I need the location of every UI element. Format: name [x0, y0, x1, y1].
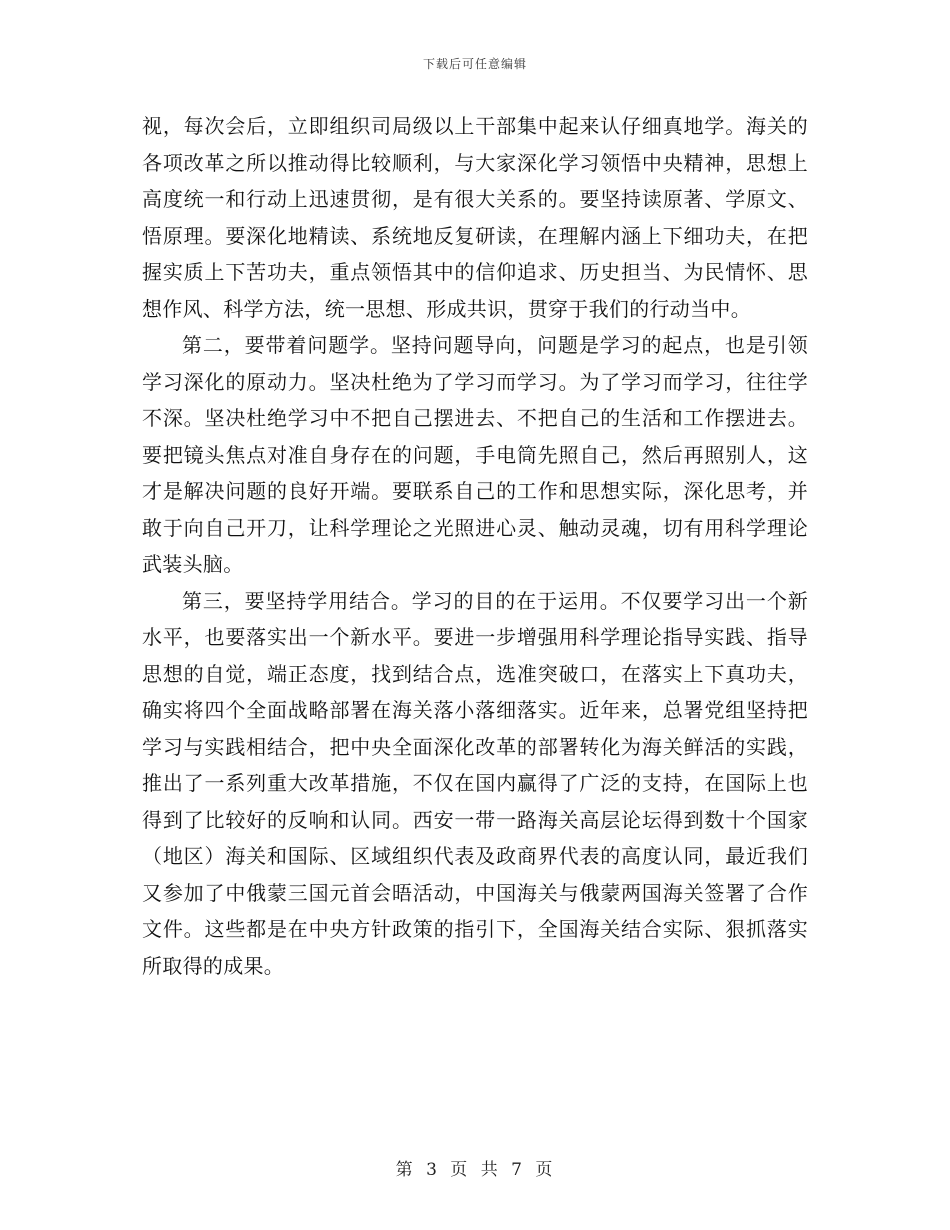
paragraph-continuation: 视，每次会后，立即组织司局级以上干部集中起来认仔细真地学。海关的各项改革之所以推动得比较顺利，与大家深化学习领悟中央精神，思想上高度统一和行动上迅速贯彻，是有很大关系的。要坚持读原著、学原文、悟原理。要深化地精读、系统地反复研读，在理解内涵上下细功夫，在把握实质上下苦功夫，重点领悟其中的信仰追求、历史担当、为民情怀、思想作风、科学方法，统一思想、形成共识，贯穿于我们的行动当中。 [142, 114, 808, 321]
document-body [142, 108, 808, 984]
paragraph-second-point: 第二，要带着问题学。坚持问题导向，问题是学习的起点，也是引领学习深化的原动力。坚决杜绝为了学习而学习。为了学习而学习，往往学不深。坚决杜绝学习中不把自己摆进去、不把自己的生活和工作摆进去。要把镜头焦点对准自身存在的问题，手电筒先照自己，然后再照别人，这才是解决问题的良好开端。要联系自己的工作和思想实际，深化思考，并敢于向自己开刀，让科学理论之光照进心灵、触动灵魂，切有用科学理论武装头脑。 [142, 333, 808, 576]
page-number-footer: 第 3 页 共 7 页 [395, 1160, 555, 1180]
page-header: 下载后可任意编辑 [422, 57, 527, 71]
paragraph-third-point: 第三，要坚持学用结合。学习的目的在于运用。不仅要学习出一个新水平，也要落实出一个新水平。要进一步增强用科学理论指导实践、指导思想的自觉，端正态度，找到结合点，选准突破口，在落实上下真功夫，确实将四个全面战略部署在海关落小落细落实。近年来，总署党组坚持把学习与实践相结合，把中央全面深化改革的部署转化为海关鲜活的实践，推出了一系列重大改革措施，不仅在国内赢得了广泛的支持，在国际上也得到了比较好的反响和认同。西安一带一路海关高层论坛得到数十个国家（地区）海关和国际、区域组织代表及政商界代表的高度认同，最近我们又参加了中俄蒙三国元首会晤活动，中国海关与俄蒙两国海关签署了合作文件。这些都是在中央方针政策的指引下，全国海关结合实际、狠抓落实所取得的成果。 [142, 588, 808, 978]
